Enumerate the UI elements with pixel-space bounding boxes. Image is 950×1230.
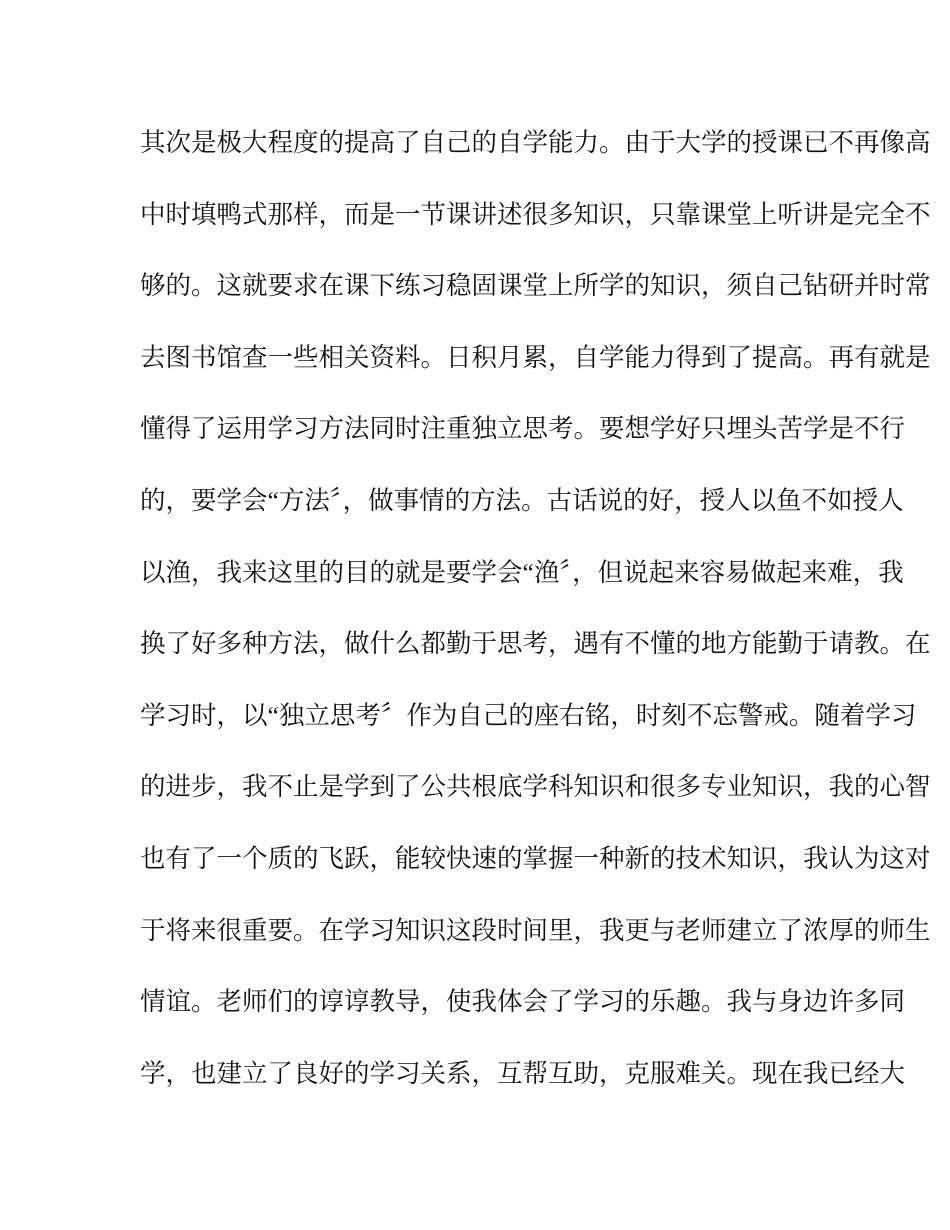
text-line: 学，也建立了良好的学习关系，互帮互助，克服难关。现在我已经大 (140, 1058, 906, 1088)
text-line: 够的。这就要求在课下练习稳固课堂上所学的知识，须自己钻研并时常 (140, 271, 931, 301)
text-line: 情谊。老师们的谆谆教导，使我体会了学习的乐趣。我与身边许多同 (140, 987, 906, 1017)
text-line: 的进步，我不止是学到了公共根底学科知识和很多专业知识，我的心智 (140, 772, 931, 802)
text-line: 换了好多种方法，做什么都勤于思考，遇有不懂的地方能勤于请教。在 (140, 629, 931, 659)
text-line: 懂得了运用学习方法同时注重独立思考。要想学好只埋头苦学是不行 (140, 414, 906, 444)
text-line: 其次是极大程度的提高了自己的自学能力。由于大学的授课已不再像高 (140, 128, 931, 157)
text-line: 的，要学会“方法〞，做事情的方法。古话说的好，授人以鱼不如授人 (140, 485, 904, 515)
text-line: 也有了一个质的飞跃，能较快速的掌握一种新的技术知识，我认为这对 (140, 843, 931, 873)
text-line: 以渔，我来这里的目的就是要学会“渔〞，但说起来容易做起来难，我 (140, 557, 904, 587)
text-line: 中时填鸭式那样，而是一节课讲述很多知识，只靠课堂上听讲是完全不 (140, 199, 931, 229)
text-line: 学习时，以“独立思考〞作为自己的座右铭，时刻不忘警戒。随着学习 (140, 700, 917, 730)
body-paragraph (140, 125, 931, 1127)
text-line: 去图书馆查一些相关资料。日积月累，自学能力得到了提高。再有就是 (140, 342, 931, 372)
text-line: 于将来很重要。在学习知识这段时间里，我更与老师建立了浓厚的师生 (140, 915, 931, 945)
